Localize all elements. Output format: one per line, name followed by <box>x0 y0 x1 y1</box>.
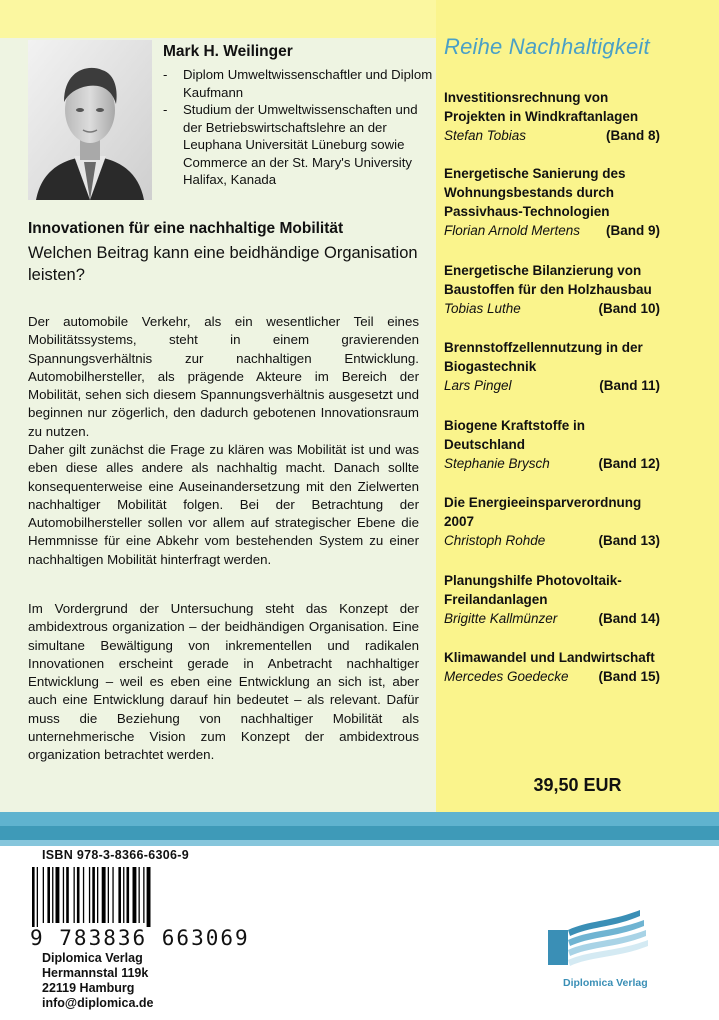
barcode-bar <box>143 867 144 923</box>
author-photo <box>28 40 152 200</box>
series-book <box>444 571 660 628</box>
book-subtitle: Welchen Beitrag kann eine beidhändige Organisation leisten? <box>28 244 418 284</box>
publisher-logo-icon <box>540 900 650 975</box>
barcode-bar <box>63 867 64 923</box>
barcode-bar <box>147 867 151 927</box>
bio-text: Studium der Umweltwissenschaften und der Betriebswirtschaftslehre an der Leuphana Universität Lüneburg sowie Commerce an der St. Mary's University Halifax, Kanada <box>183 102 418 187</box>
barcode-bar <box>32 867 35 927</box>
barcode-bar <box>108 867 109 923</box>
book-author: Mercedes Goedecke <box>444 669 569 684</box>
book-band: (Band 12) <box>598 456 660 471</box>
book-title-heading: Innovationen für eine nachhaltige Mobilität <box>28 220 344 237</box>
book-title: Biogene Kraftstoffe in Deutschland <box>444 418 586 452</box>
address-line: info@diplomica.de <box>42 996 154 1010</box>
author-bio-item: - Studium der Umweltwissenschaften und der Betriebswirtschaftslehre an der Leuphana Universität Lüneburg sowie Commerce an der St. Mary's University Halifax, Kanada <box>163 102 418 187</box>
series-book <box>444 261 660 318</box>
address-line: 22119 Hamburg <box>42 981 135 995</box>
book-author: Florian Arnold Mertens <box>444 223 581 238</box>
book-title: Energetische Sanierung des Wohnungsbestands durch Passivhaus-Technologien <box>444 166 626 219</box>
book-title: Energetische Bilanzierung von Baustoffen für den Holzhausbau <box>444 263 652 297</box>
isbn: ISBN 978-3-8366-6306-9 <box>42 848 189 862</box>
barcode-bar <box>56 867 60 923</box>
barcode-bar <box>102 867 106 923</box>
bio-text: Diplom Umweltwissenschaftler und Diplom Kaufmann <box>183 67 433 100</box>
author-bio-item: - Diplom Umweltwissenschaftler und Diplom Kaufmann <box>163 67 433 100</box>
price: 39,50 EUR <box>533 775 622 795</box>
book-band: (Band 13) <box>598 533 660 548</box>
book-author: Stephanie Brysch <box>444 456 550 471</box>
author-name: Mark H. Weilinger <box>163 43 293 60</box>
barcode-bar <box>47 867 50 923</box>
barcode-bar <box>66 867 69 923</box>
blurb-paragraph: Der automobile Verkehr, als ein wesentlicher Teil eines Mobilitätssystems, steht in einem gravierenden Spannungsverhältnis zur nachhaltigen Entwicklung. Automobilhersteller, als prägende Akteure im Bereich der Mobilität, sehen sich diesem Spannungsverhältnis ausgesetzt und beginnen nur zögerlich, den dadurch gebotenen Innovationsraum zu nutzen. <box>28 314 419 439</box>
color-band <box>0 812 719 826</box>
series-book <box>444 164 660 240</box>
barcode-bar <box>97 867 98 923</box>
book-band: (Band 10) <box>598 301 660 316</box>
book-title: Die Energieeinsparverordnung 2007 <box>444 495 642 529</box>
book-author: Stefan Tobias <box>444 128 527 143</box>
book-author: Lars Pingel <box>444 378 512 393</box>
book-title: Brennstoffzellennutzung in der Biogastechnik <box>444 340 643 374</box>
series-book <box>444 88 660 145</box>
book-author: Christoph Rohde <box>444 533 546 548</box>
barcode-bar <box>77 867 80 923</box>
book-author: Tobias Luthe <box>444 301 521 316</box>
series-title: Reihe Nachhaltigkeit <box>444 34 650 59</box>
barcode-bar <box>123 867 124 923</box>
barcode-bar <box>83 867 84 923</box>
series-book <box>444 416 660 473</box>
barcode-bar <box>139 867 140 923</box>
book-band: (Band 8) <box>606 128 660 143</box>
address-line: Diplomica Verlag <box>42 951 143 965</box>
book-author: Brigitte Kallmünzer <box>444 611 558 626</box>
address-line: Hermannstal 119k <box>42 966 149 980</box>
barcode-bar <box>37 867 38 927</box>
publisher-address <box>42 951 154 1011</box>
color-band <box>0 826 719 840</box>
barcode-digits: 9 783836 663069 <box>30 926 250 950</box>
series-book <box>444 338 660 395</box>
barcode-bar <box>112 867 113 923</box>
blurb-paragraph: Im Vordergrund der Untersuchung steht das Konzept der ambidextrous organization – der beidhändigen Organisation. Eine simultane Bewältigung von inkrementellen und radikalen Innovationen erscheint gerade in Anbetracht nachhaltiger Entwicklung – weil es eben eine Entwicklung an sich ist, aber auch eine Entwicklung darauf hin bedeutet – als relevant. Dafür muss die Beziehung von nachhaltiger Mobilität als unternehmerische Vision zum Konzept der ambidextrous organization betrachtet werden. <box>28 601 419 763</box>
barcode-bar <box>133 867 137 923</box>
series-book <box>444 493 660 550</box>
book-title: Klimawandel und Landwirtschaft <box>444 650 655 665</box>
blurb-paragraph: Daher gilt zunächst die Frage zu klären was Mobilität ist und was eben diese alles andere als nachhaltig macht. Danach sollte konsequenterweise eine Auseinandersetzung mit den Zielwerten nachhaltiger Mobilität folgen. Bei der Betrachtung der Automobilhersteller sollen vor allem auf strategischer Ebene die Hemmnisse für eine Abkehr vom bestehenden System zu einer nachhaltigen Mobilität hinterfragt werden. <box>28 442 419 567</box>
author-bio-list <box>163 66 433 189</box>
publisher-logo-text: Diplomica Verlag <box>563 977 648 989</box>
barcode-bar <box>127 867 130 923</box>
barcode-bar <box>89 867 90 923</box>
barcode-bar <box>52 867 53 923</box>
barcode <box>30 867 180 927</box>
book-title: Planungshilfe Photovoltaik-Freilandanlagen <box>444 573 622 607</box>
book-band: (Band 14) <box>598 611 660 626</box>
book-title: Investitionsrechnung von Projekten in Windkraftanlagen <box>444 90 639 124</box>
barcode-bar <box>92 867 95 923</box>
barcode-bar <box>118 867 121 923</box>
book-band: (Band 15) <box>598 669 660 684</box>
barcode-bar <box>74 867 75 923</box>
book-band: (Band 11) <box>599 378 660 393</box>
barcode-bar <box>43 867 44 923</box>
series-book <box>444 648 660 686</box>
book-band: (Band 9) <box>606 223 660 238</box>
